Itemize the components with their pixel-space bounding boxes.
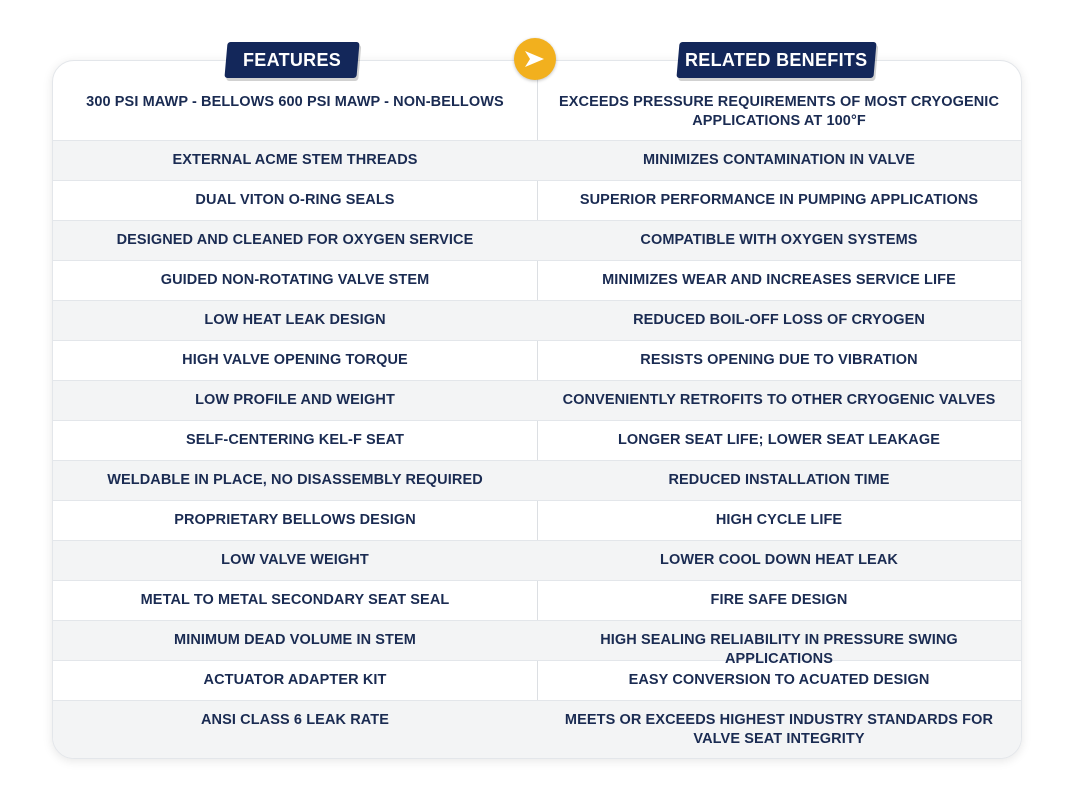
feature-cell: LOW VALVE WEIGHT [221,552,369,568]
table-row [53,581,1021,621]
benefit-cell: COMPATIBLE WITH OXYGEN SYSTEMS [640,232,918,248]
feature-cell: GUIDED NON-ROTATING VALVE STEM [160,272,430,288]
feature-cell: HIGH VALVE OPENING TORQUE [182,352,408,368]
table-row [53,501,1021,541]
features-header-tag [224,42,359,78]
table-row [53,181,1021,221]
table-row [53,261,1021,301]
feature-cell: LOW PROFILE AND WEIGHT [195,392,395,408]
benefits-header-label: RELATED BENEFITS [685,50,868,70]
table-row [53,661,1021,701]
benefit-cell: EXCEEDS PRESSURE REQUIREMENTS OF MOST CRYOGENIC APPLICATIONS AT 100°F [558,94,1000,129]
benefit-cell: SUPERIOR PERFORMANCE IN PUMPING APPLICATIONS [579,192,979,208]
table-row [53,141,1021,181]
feature-cell: PROPRIETARY BELLOWS DESIGN [174,512,416,528]
table-row [53,381,1021,421]
feature-cell: SELF-CENTERING KEL-F SEAT [185,432,405,448]
table-row [53,341,1021,381]
benefit-cell: CONVENIENTLY RETROFITS TO OTHER CRYOGENIC VALVES [562,392,996,408]
feature-cell: MINIMUM DEAD VOLUME IN STEM [174,632,416,648]
feature-cell: ANSI CLASS 6 LEAK RATE [200,712,390,728]
benefits-header-tag [676,42,876,78]
benefit-cell: MINIMIZES CONTAMINATION IN VALVE [643,152,915,168]
feature-cell: 300 PSI MAWP - BELLOWS 600 PSI MAWP - NON-BELLOWS [86,94,504,110]
benefit-cell: MINIMIZES WEAR AND INCREASES SERVICE LIFE [602,272,956,288]
table-row [53,621,1021,667]
benefit-cell: EASY CONVERSION TO ACUATED DESIGN [628,672,930,688]
feature-cell: WELDABLE IN PLACE, NO DISASSEMBLY REQUIRED [107,472,483,488]
benefit-cell: HIGH SEALING RELIABILITY IN PRESSURE SWING APPLICATIONS [600,632,958,667]
feature-cell: METAL TO METAL SECONDARY SEAT SEAL [140,592,450,608]
table-row [53,421,1021,461]
table-row [53,461,1021,501]
features-benefits-table [52,60,1022,759]
table-row [53,701,1021,758]
benefit-cell: FIRE SAFE DESIGN [710,592,848,608]
benefit-cell: MEETS OR EXCEEDS HIGHEST INDUSTRY STANDARDS FOR VALVE SEAT INTEGRITY [564,712,994,747]
benefit-cell: LONGER SEAT LIFE; LOWER SEAT LEAKAGE [617,432,941,448]
benefit-cell: RESISTS OPENING DUE TO VIBRATION [640,352,918,368]
feature-cell: DUAL VITON O-RING SEALS [195,192,395,208]
benefit-cell: REDUCED INSTALLATION TIME [668,472,890,488]
benefit-cell: HIGH CYCLE LIFE [715,512,843,528]
table-row [53,221,1021,261]
arrow-right-glyph [522,48,548,70]
table-row [53,541,1021,581]
table-row [53,301,1021,341]
benefit-cell: LOWER COOL DOWN HEAT LEAK [660,552,898,568]
feature-cell: DESIGNED AND CLEANED FOR OXYGEN SERVICE [116,232,474,248]
feature-cell: LOW HEAT LEAK DESIGN [204,312,386,328]
feature-cell: ACTUATOR ADAPTER KIT [203,672,387,688]
benefit-cell: REDUCED BOIL-OFF LOSS OF CRYOGEN [633,312,925,328]
arrow-right-icon [514,38,556,80]
feature-cell: EXTERNAL ACME STEM THREADS [172,152,418,168]
features-header-label: FEATURES [242,50,342,70]
